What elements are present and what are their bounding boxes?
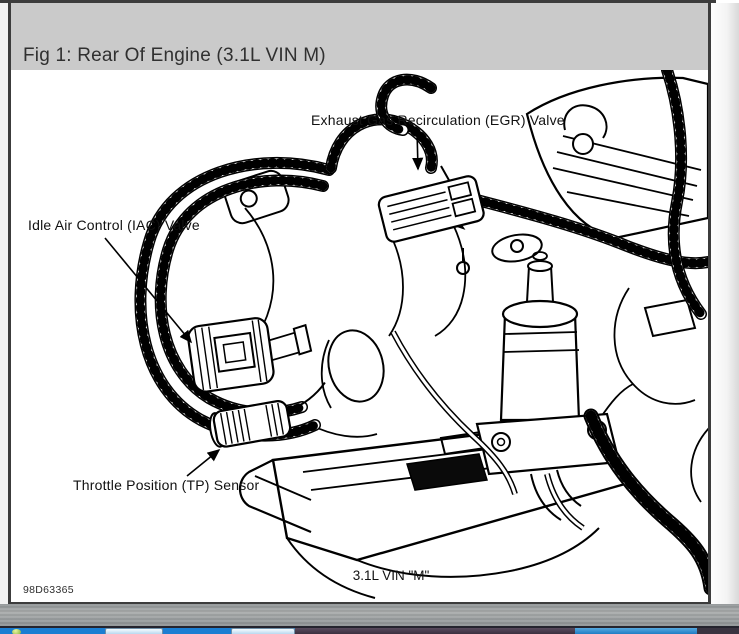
desktop-band [0,604,739,626]
start-orb-icon[interactable] [12,629,21,634]
figure-caption: 3.1L VIN "M" [352,568,430,583]
figure-code: 98D63365 [23,584,74,596]
taskbar-active-window-segment[interactable] [295,628,575,634]
iac-valve-label: Idle Air Control (IAC) Valve [28,217,200,233]
figure-title-bar [11,3,708,70]
taskbar-blue-segment[interactable] [575,628,697,634]
engine-diagram-art [11,70,708,602]
iac-connector [187,311,315,393]
taskbar-button-1[interactable] [105,628,163,634]
figure-title: Fig 1: Rear Of Engine (3.1L VIN M) [23,45,326,66]
taskbar[interactable] [0,626,739,634]
tp-sensor-connector [206,383,333,449]
taskbar-button-2[interactable] [231,628,295,634]
tp-sensor-label: Throttle Position (TP) Sensor [73,477,260,493]
left-margin [0,3,8,604]
egr-connector [377,175,485,244]
right-margin [711,3,739,604]
figure-window [8,3,711,604]
taskbar-tray-segment[interactable] [697,628,739,634]
egr-valve-label: Exhaust Gas Recirculation (EGR) Valve [311,112,565,128]
figure-content [11,70,708,602]
